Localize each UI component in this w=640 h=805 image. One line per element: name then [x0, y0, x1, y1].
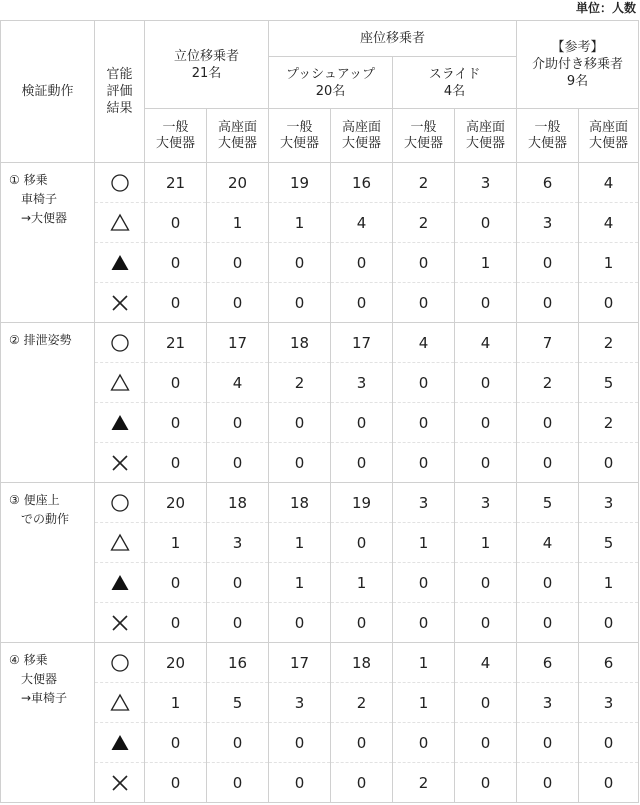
count-cell: 0	[145, 363, 207, 403]
count-cell: 0	[579, 723, 639, 763]
triangle-outline-icon	[110, 533, 130, 553]
count-cell: 3	[455, 163, 517, 203]
table-row	[1, 603, 639, 643]
count-cell: 0	[207, 443, 269, 483]
triangle-filled-icon	[110, 253, 130, 273]
count-cell: 0	[269, 763, 331, 803]
count-cell: 0	[455, 763, 517, 803]
count-cell: 0	[331, 603, 393, 643]
count-cell: 0	[517, 563, 579, 603]
count-cell: 0	[331, 763, 393, 803]
count-cell: 16	[331, 163, 393, 203]
count-cell: 17	[331, 323, 393, 363]
count-cell: 0	[455, 403, 517, 443]
count-cell: 3	[517, 203, 579, 243]
count-cell: 1	[331, 563, 393, 603]
count-cell: 0	[269, 243, 331, 283]
table-row	[1, 443, 639, 483]
count-cell: 0	[207, 403, 269, 443]
count-cell: 0	[145, 243, 207, 283]
cross-icon	[110, 293, 130, 313]
eval-symbol	[95, 683, 145, 723]
header-eval: 官能 評価 結果	[95, 21, 145, 163]
count-cell: 1	[455, 523, 517, 563]
circle-icon	[110, 333, 130, 353]
count-cell: 0	[579, 603, 639, 643]
count-cell: 2	[393, 763, 455, 803]
table-row	[1, 643, 639, 683]
count-cell: 0	[517, 283, 579, 323]
eval-symbol	[95, 483, 145, 523]
count-cell: 4	[393, 323, 455, 363]
count-cell: 1	[145, 683, 207, 723]
count-cell: 0	[331, 403, 393, 443]
count-cell: 0	[207, 723, 269, 763]
count-cell: 0	[393, 403, 455, 443]
count-cell: 2	[331, 683, 393, 723]
cross-icon	[110, 613, 130, 633]
count-cell: 2	[393, 203, 455, 243]
table-row	[1, 163, 639, 203]
circle-icon	[110, 173, 130, 193]
eval-symbol	[95, 563, 145, 603]
count-cell: 0	[331, 243, 393, 283]
count-cell: 18	[331, 643, 393, 683]
count-cell: 3	[455, 483, 517, 523]
count-cell: 0	[579, 443, 639, 483]
count-cell: 0	[269, 723, 331, 763]
count-cell: 0	[207, 763, 269, 803]
cross-icon	[110, 773, 130, 793]
header-seated: 座位移乗者	[269, 21, 517, 57]
count-cell: 0	[207, 603, 269, 643]
count-cell: 0	[207, 563, 269, 603]
eval-symbol	[95, 443, 145, 483]
table-row	[1, 403, 639, 443]
triangle-filled-icon	[110, 413, 130, 433]
table-row	[1, 243, 639, 283]
header-toilet-high: 高座面 大便器	[579, 109, 639, 163]
table-row	[1, 363, 639, 403]
table-row	[1, 683, 639, 723]
count-cell: 5	[207, 683, 269, 723]
count-cell: 5	[579, 363, 639, 403]
count-cell: 0	[207, 283, 269, 323]
count-cell: 16	[207, 643, 269, 683]
eval-symbol	[95, 243, 145, 283]
count-cell: 6	[517, 163, 579, 203]
count-cell: 19	[331, 483, 393, 523]
action-label: ① 移乗 車椅子 →大便器	[1, 163, 95, 323]
eval-symbol	[95, 203, 145, 243]
count-cell: 0	[455, 563, 517, 603]
triangle-outline-icon	[110, 373, 130, 393]
count-cell: 20	[207, 163, 269, 203]
count-cell: 0	[393, 603, 455, 643]
header-standing: 立位移乗者 21名	[145, 21, 269, 109]
count-cell: 0	[145, 443, 207, 483]
count-cell: 3	[331, 363, 393, 403]
header-slide: スライド 4名	[393, 57, 517, 109]
count-cell: 5	[517, 483, 579, 523]
count-cell: 0	[145, 563, 207, 603]
triangle-outline-icon	[110, 213, 130, 233]
header-toilet-high: 高座面 大便器	[331, 109, 393, 163]
count-cell: 3	[579, 483, 639, 523]
count-cell: 1	[269, 563, 331, 603]
count-cell: 4	[579, 163, 639, 203]
count-cell: 4	[207, 363, 269, 403]
count-cell: 0	[207, 243, 269, 283]
count-cell: 0	[269, 403, 331, 443]
count-cell: 19	[269, 163, 331, 203]
action-label: ② 排泄姿勢	[1, 323, 95, 483]
count-cell: 0	[517, 603, 579, 643]
table-row	[1, 483, 639, 523]
count-cell: 20	[145, 483, 207, 523]
count-cell: 1	[269, 203, 331, 243]
count-cell: 4	[455, 323, 517, 363]
circle-icon	[110, 493, 130, 513]
count-cell: 2	[517, 363, 579, 403]
count-cell: 17	[207, 323, 269, 363]
count-cell: 0	[145, 603, 207, 643]
count-cell: 0	[269, 283, 331, 323]
action-label: ④ 移乗 大便器 →車椅子	[1, 643, 95, 803]
header-toilet-general: 一般 大便器	[145, 109, 207, 163]
count-cell: 0	[455, 283, 517, 323]
header-toilet-high: 高座面 大便器	[455, 109, 517, 163]
header-toilet-high: 高座面 大便器	[207, 109, 269, 163]
count-cell: 4	[455, 643, 517, 683]
header-toilet-general: 一般 大便器	[393, 109, 455, 163]
count-cell: 0	[517, 723, 579, 763]
count-cell: 0	[579, 763, 639, 803]
count-cell: 0	[145, 403, 207, 443]
count-cell: 0	[517, 443, 579, 483]
count-cell: 2	[579, 323, 639, 363]
header-pushup: プッシュアップ 20名	[269, 57, 393, 109]
table-row	[1, 323, 639, 363]
count-cell: 0	[145, 203, 207, 243]
eval-symbol	[95, 603, 145, 643]
count-cell: 18	[269, 483, 331, 523]
count-cell: 4	[517, 523, 579, 563]
count-cell: 0	[579, 283, 639, 323]
count-cell: 0	[269, 603, 331, 643]
count-cell: 1	[145, 523, 207, 563]
eval-symbol	[95, 403, 145, 443]
count-cell: 2	[269, 363, 331, 403]
count-cell: 21	[145, 163, 207, 203]
eval-symbol	[95, 363, 145, 403]
count-cell: 1	[579, 563, 639, 603]
count-cell: 1	[269, 523, 331, 563]
header-toilet-general: 一般 大便器	[517, 109, 579, 163]
count-cell: 3	[207, 523, 269, 563]
table-row	[1, 563, 639, 603]
count-cell: 0	[455, 363, 517, 403]
count-cell: 0	[145, 763, 207, 803]
count-cell: 5	[579, 523, 639, 563]
triangle-outline-icon	[110, 693, 130, 713]
count-cell: 17	[269, 643, 331, 683]
count-cell: 0	[331, 523, 393, 563]
count-cell: 3	[579, 683, 639, 723]
count-cell: 0	[393, 723, 455, 763]
count-cell: 1	[455, 243, 517, 283]
count-cell: 2	[579, 403, 639, 443]
count-cell: 1	[393, 523, 455, 563]
eval-symbol	[95, 763, 145, 803]
count-cell: 0	[455, 203, 517, 243]
count-cell: 7	[517, 323, 579, 363]
count-cell: 0	[331, 723, 393, 763]
table-row	[1, 283, 639, 323]
count-cell: 0	[331, 443, 393, 483]
table-row	[1, 763, 639, 803]
count-cell: 0	[455, 443, 517, 483]
table-row	[1, 523, 639, 563]
count-cell: 0	[517, 763, 579, 803]
count-cell: 0	[269, 443, 331, 483]
count-cell: 0	[393, 443, 455, 483]
count-cell: 1	[207, 203, 269, 243]
unit-label: 単位：人数	[575, 1, 636, 15]
evaluation-table	[0, 20, 639, 803]
count-cell: 21	[145, 323, 207, 363]
triangle-filled-icon	[110, 573, 130, 593]
count-cell: 0	[145, 283, 207, 323]
count-cell: 20	[145, 643, 207, 683]
count-cell: 0	[517, 403, 579, 443]
count-cell: 3	[269, 683, 331, 723]
count-cell: 0	[393, 243, 455, 283]
count-cell: 0	[517, 243, 579, 283]
eval-symbol	[95, 323, 145, 363]
count-cell: 1	[393, 683, 455, 723]
eval-symbol	[95, 523, 145, 563]
count-cell: 0	[145, 723, 207, 763]
cross-icon	[110, 453, 130, 473]
count-cell: 3	[517, 683, 579, 723]
count-cell: 2	[393, 163, 455, 203]
count-cell: 1	[579, 243, 639, 283]
count-cell: 18	[269, 323, 331, 363]
triangle-filled-icon	[110, 733, 130, 753]
header-action: 検証動作	[1, 21, 95, 163]
eval-symbol	[95, 163, 145, 203]
header-toilet-general: 一般 大便器	[269, 109, 331, 163]
action-label: ③ 便座上 での動作	[1, 483, 95, 643]
count-cell: 4	[579, 203, 639, 243]
circle-icon	[110, 653, 130, 673]
count-cell: 0	[455, 723, 517, 763]
eval-symbol	[95, 723, 145, 763]
eval-symbol	[95, 643, 145, 683]
count-cell: 0	[331, 283, 393, 323]
count-cell: 3	[393, 483, 455, 523]
count-cell: 6	[517, 643, 579, 683]
count-cell: 18	[207, 483, 269, 523]
table-row	[1, 203, 639, 243]
count-cell: 0	[455, 683, 517, 723]
header-assisted: 【参考】 介助付き移乗者 9名	[517, 21, 639, 109]
table-row	[1, 723, 639, 763]
eval-symbol	[95, 283, 145, 323]
count-cell: 0	[393, 363, 455, 403]
count-cell: 0	[455, 603, 517, 643]
count-cell: 0	[393, 283, 455, 323]
count-cell: 4	[331, 203, 393, 243]
count-cell: 6	[579, 643, 639, 683]
count-cell: 1	[393, 643, 455, 683]
count-cell: 0	[393, 563, 455, 603]
